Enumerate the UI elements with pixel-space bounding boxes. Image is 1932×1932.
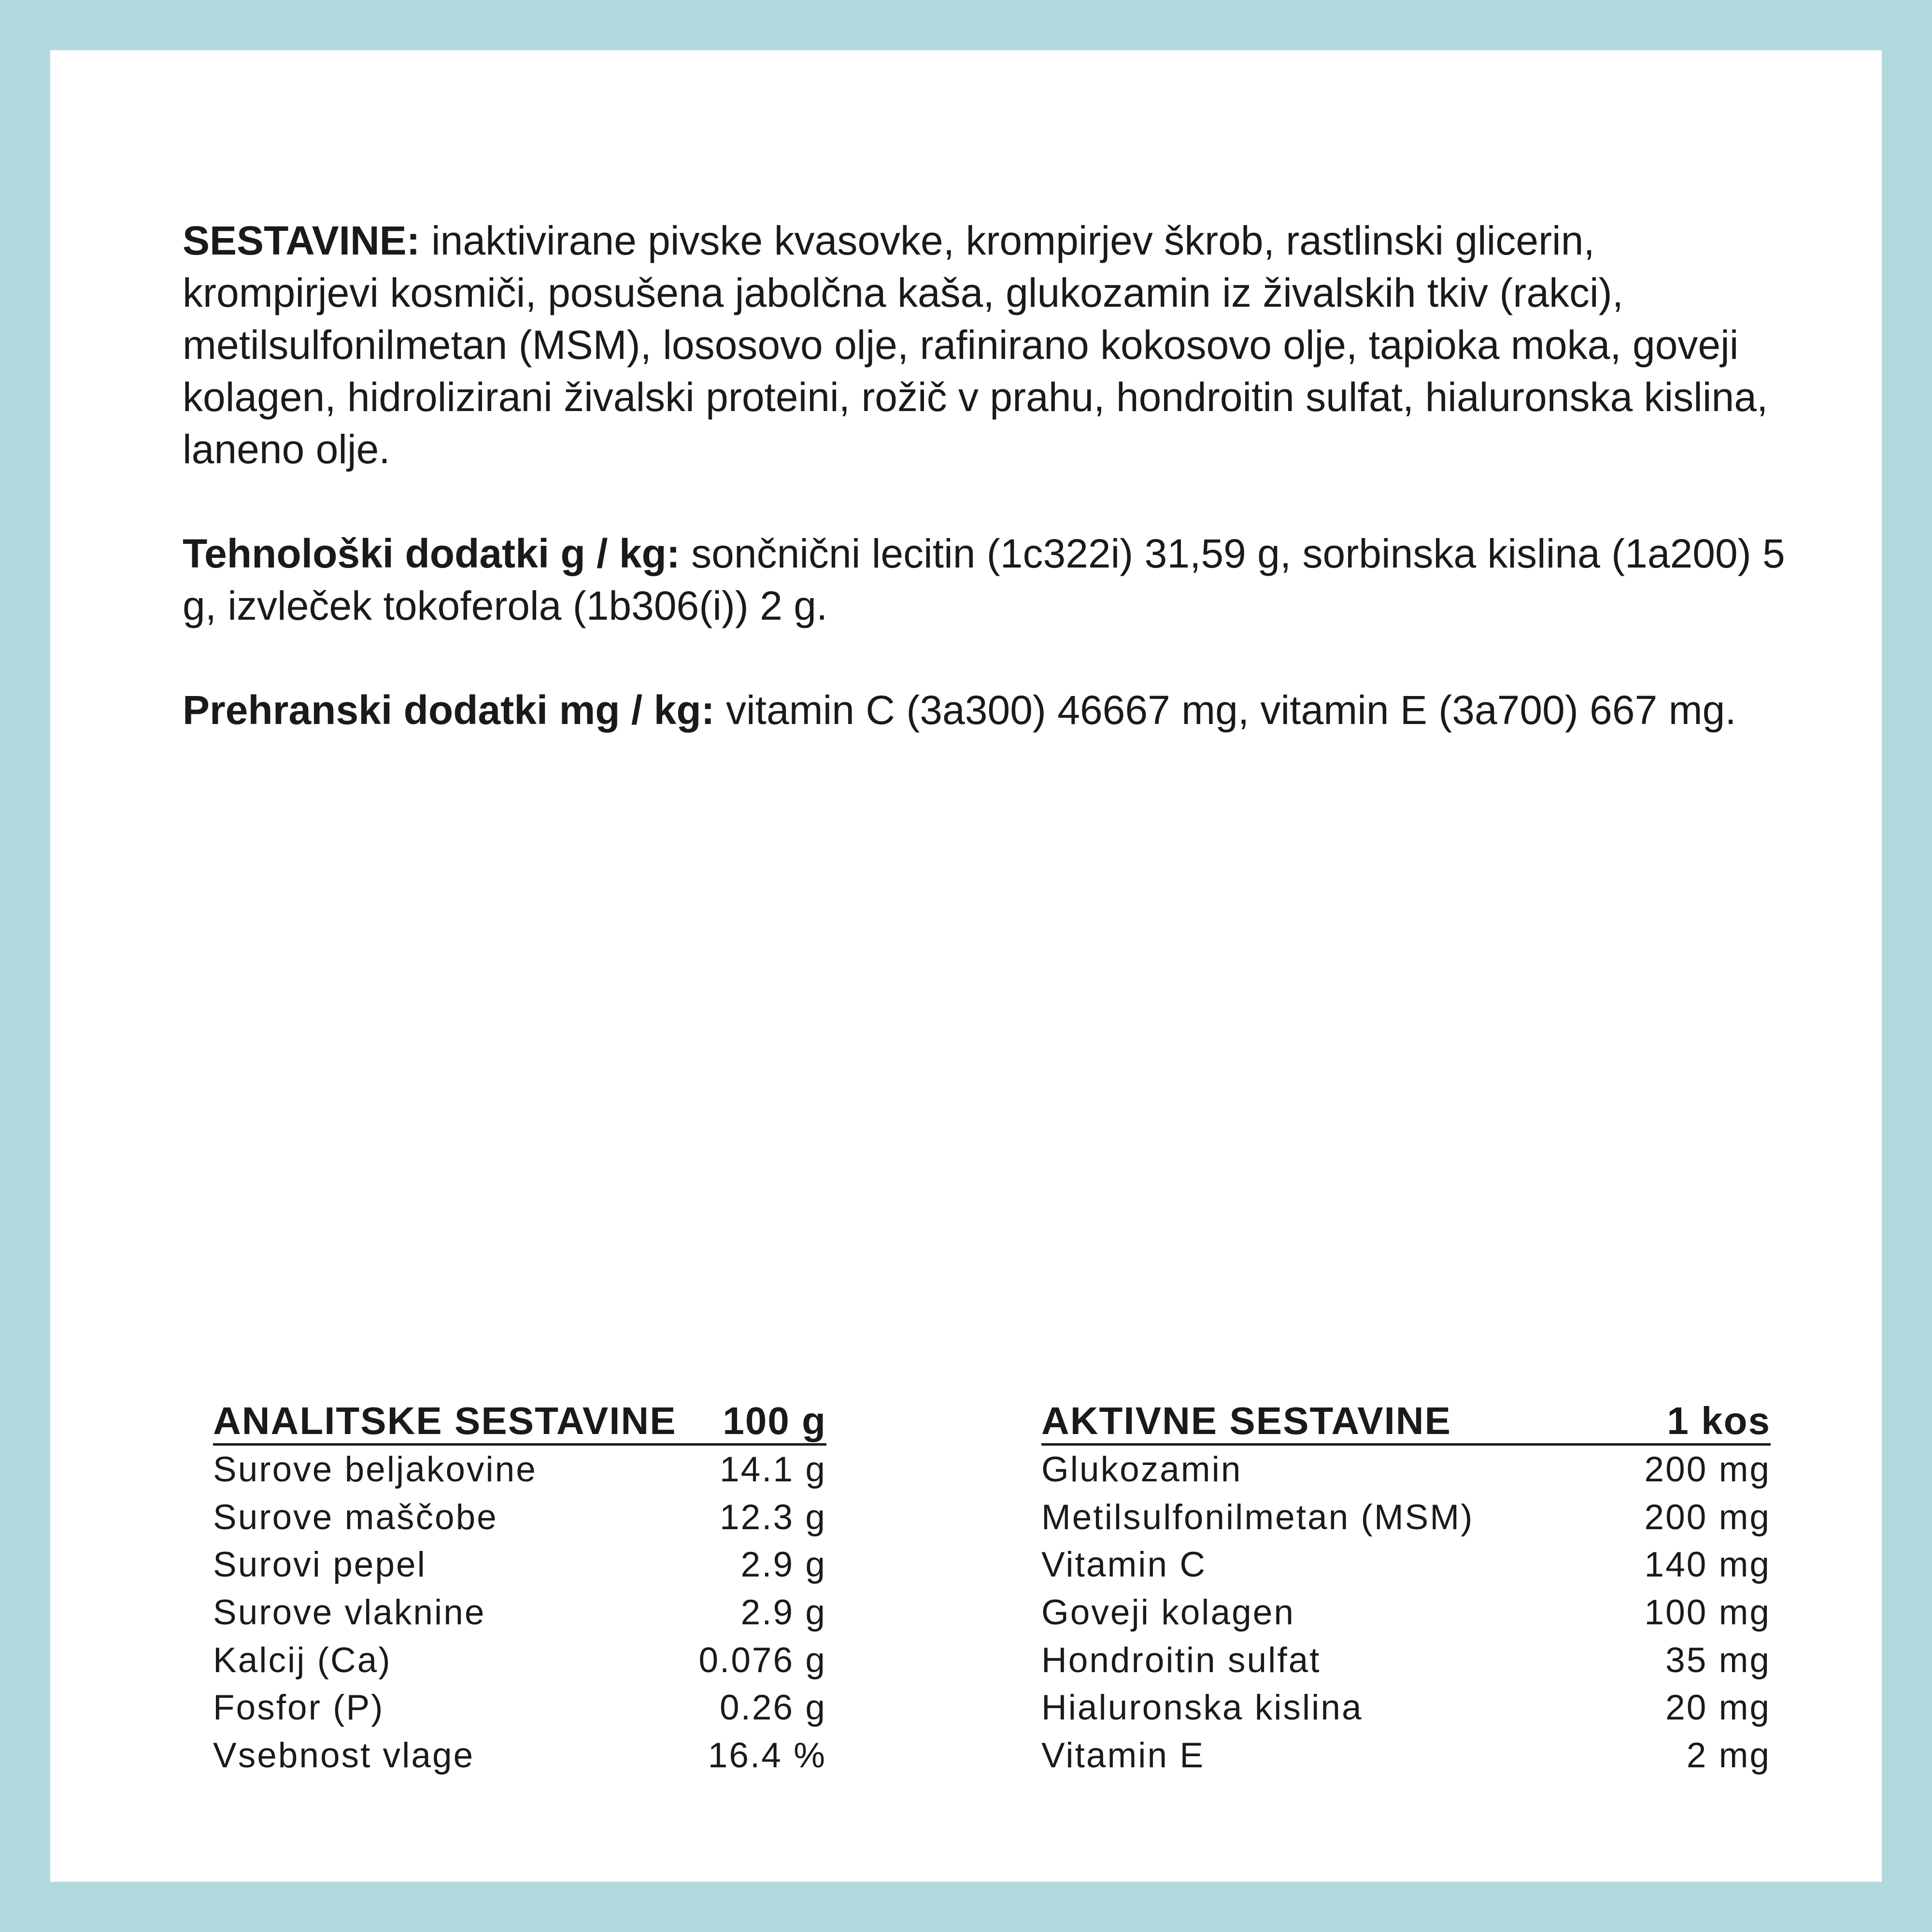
row-value: 100 mg — [1644, 1592, 1771, 1632]
row-name: Surove maščobe — [213, 1497, 498, 1537]
table-row — [213, 1589, 826, 1636]
table-row — [213, 1446, 826, 1493]
technological-additives-text: sončnični lecitin (1c322i) 31,59 g, sorbinska kislina (1a200) 5 g, izvleček tokoferola (1b306(i)) 2 g. — [183, 531, 1785, 628]
row-value: 2.9 g — [740, 1545, 826, 1585]
ingredients-text: inaktivirane pivske kvasovke, krompirjev škrob, rastlinski glicerin, krompirjevi kosmiči, posušena jabolčna kaša, glukozamin iz živalskih tkiv (rakci), metilsulfonilmetan (MSM), lososovo olje, rafinirano kokosovo olje, tapioka moka, goveji kolagen, hidrolizirani živalski proteini, rožič v prahu, hondroitin sulfat, hialuronska kislina, laneno olje. — [183, 218, 1768, 472]
table-row — [213, 1636, 826, 1684]
technological-additives-label: Tehnološki dodatki g / kg: — [183, 531, 680, 576]
table-row — [213, 1684, 826, 1732]
row-value: 12.3 g — [720, 1497, 826, 1537]
row-name: Goveji kolagen — [1041, 1592, 1295, 1632]
row-value: 14.1 g — [720, 1449, 826, 1489]
table-row — [1041, 1493, 1771, 1541]
row-value: 200 mg — [1644, 1449, 1771, 1489]
table-row — [213, 1493, 826, 1541]
ingredients-block — [183, 214, 1786, 788]
table-unit: 1 kos — [1667, 1399, 1771, 1442]
table-header — [1041, 1395, 1771, 1446]
row-value: 2.9 g — [740, 1592, 826, 1632]
row-value: 20 mg — [1665, 1688, 1771, 1728]
table-row — [1041, 1732, 1771, 1779]
row-value: 2 mg — [1686, 1735, 1771, 1775]
table-title: ANALITSKE SESTAVINE — [213, 1399, 677, 1442]
table-row — [1041, 1589, 1771, 1636]
row-value: 16.4 % — [708, 1735, 826, 1775]
row-value: 0.26 g — [720, 1688, 826, 1728]
ingredients-label: SESTAVINE: — [183, 218, 420, 263]
row-value: 0.076 g — [698, 1640, 826, 1680]
row-name: Kalcij (Ca) — [213, 1640, 392, 1680]
nutritional-additives-paragraph — [183, 684, 1786, 736]
row-name: Surovi pepel — [213, 1545, 426, 1585]
row-value: 200 mg — [1644, 1497, 1771, 1537]
table-row — [1041, 1446, 1771, 1493]
active-ingredients-table — [1041, 1395, 1771, 1779]
row-name: Hialuronska kislina — [1041, 1688, 1363, 1728]
nutritional-additives-label: Prehranski dodatki mg / kg: — [183, 687, 715, 733]
row-name: Hondroitin sulfat — [1041, 1640, 1321, 1680]
row-value: 35 mg — [1665, 1640, 1771, 1680]
label-card — [50, 50, 1882, 1882]
row-name: Vitamin C — [1041, 1545, 1207, 1585]
row-name: Metilsulfonilmetan (MSM) — [1041, 1497, 1474, 1537]
table-title: AKTIVNE SESTAVINE — [1041, 1399, 1451, 1442]
row-value: 140 mg — [1644, 1545, 1771, 1585]
nutritional-additives-text: vitamin C (3a300) 46667 mg, vitamin E (3a700) 667 mg. — [714, 687, 1736, 733]
analytic-constituents-table — [213, 1395, 826, 1779]
technological-additives-paragraph — [183, 527, 1786, 632]
table-header — [213, 1395, 826, 1446]
table-row — [213, 1541, 826, 1589]
row-name: Surove vlaknine — [213, 1592, 486, 1632]
table-row — [1041, 1684, 1771, 1732]
table-row — [1041, 1541, 1771, 1589]
table-unit: 100 g — [723, 1399, 826, 1442]
row-name: Fosfor (P) — [213, 1688, 384, 1728]
row-name: Vitamin E — [1041, 1735, 1205, 1775]
table-row — [213, 1732, 826, 1779]
row-name: Glukozamin — [1041, 1449, 1242, 1489]
ingredients-paragraph — [183, 214, 1786, 475]
row-name: Vsebnost vlage — [213, 1735, 475, 1775]
table-row — [1041, 1636, 1771, 1684]
row-name: Surove beljakovine — [213, 1449, 537, 1489]
